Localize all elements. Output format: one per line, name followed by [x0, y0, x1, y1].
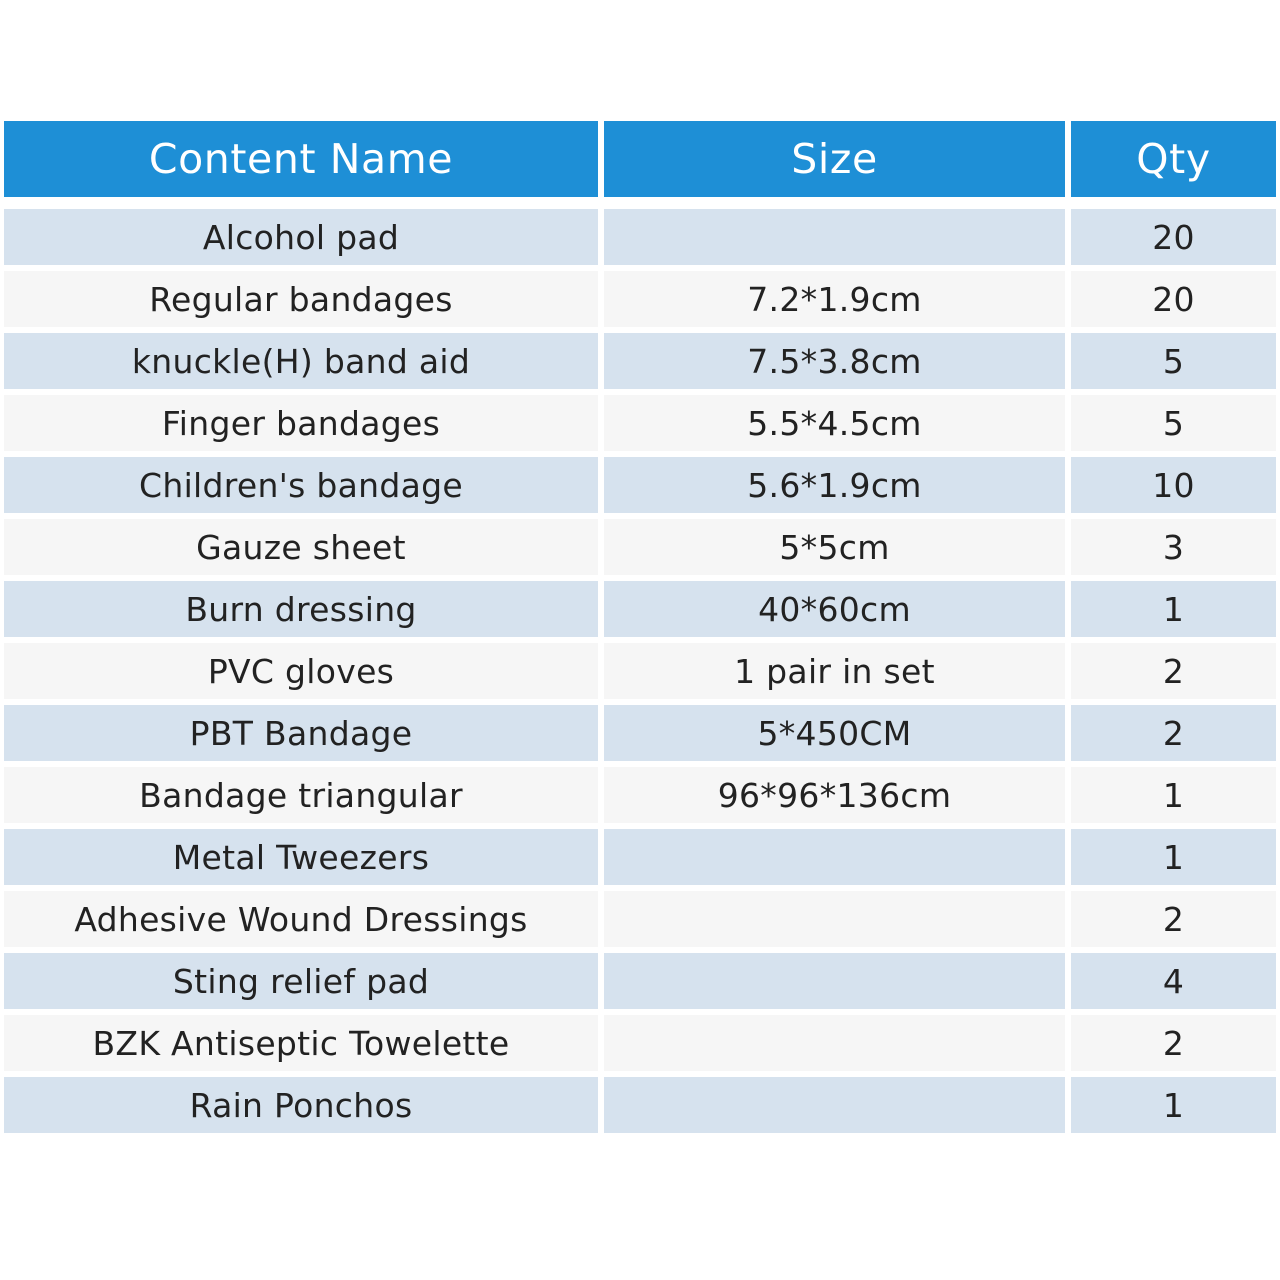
cell-qty: 4: [1071, 953, 1276, 1009]
cell-qty: 1: [1071, 1077, 1276, 1133]
table-row: [4, 209, 1276, 265]
table-row: [4, 891, 1276, 947]
cell-content-name: Gauze sheet: [4, 519, 598, 575]
cell-qty: 5: [1071, 333, 1276, 389]
table-row: [4, 643, 1276, 699]
cell-size: 5.6*1.9cm: [604, 457, 1065, 513]
cell-content-name: BZK Antiseptic Towelette: [4, 1015, 598, 1071]
table-row: [4, 333, 1276, 389]
cell-content-name: PVC gloves: [4, 643, 598, 699]
cell-qty: 2: [1071, 891, 1276, 947]
cell-qty: 1: [1071, 581, 1276, 637]
cell-size: 7.2*1.9cm: [604, 271, 1065, 327]
cell-content-name: PBT Bandage: [4, 705, 598, 761]
table-row: [4, 705, 1276, 761]
cell-size: 5*5cm: [604, 519, 1065, 575]
cell-qty: 2: [1071, 643, 1276, 699]
header-qty: Qty: [1071, 121, 1276, 197]
cell-size: [604, 209, 1065, 265]
table-row: [4, 581, 1276, 637]
cell-qty: 20: [1071, 209, 1276, 265]
cell-size: [604, 1015, 1065, 1071]
header-size: Size: [604, 121, 1065, 197]
cell-qty: 20: [1071, 271, 1276, 327]
table-row: [4, 953, 1276, 1009]
cell-content-name: knuckle(H) band aid: [4, 333, 598, 389]
table-row: [4, 829, 1276, 885]
contents-table: [4, 121, 1276, 1139]
table-row: [4, 395, 1276, 451]
cell-qty: 2: [1071, 1015, 1276, 1071]
cell-content-name: Sting relief pad: [4, 953, 598, 1009]
cell-qty: 1: [1071, 829, 1276, 885]
cell-content-name: Metal Tweezers: [4, 829, 598, 885]
table-row: [4, 1077, 1276, 1133]
cell-size: 40*60cm: [604, 581, 1065, 637]
cell-content-name: Alcohol pad: [4, 209, 598, 265]
table-row: [4, 767, 1276, 823]
cell-qty: 5: [1071, 395, 1276, 451]
cell-size: 7.5*3.8cm: [604, 333, 1065, 389]
cell-qty: 10: [1071, 457, 1276, 513]
header-content-name: Content Name: [4, 121, 598, 197]
cell-qty: 1: [1071, 767, 1276, 823]
cell-size: 1 pair in set: [604, 643, 1065, 699]
table-row: [4, 519, 1276, 575]
table-row: [4, 457, 1276, 513]
cell-content-name: Rain Ponchos: [4, 1077, 598, 1133]
cell-content-name: Finger bandages: [4, 395, 598, 451]
cell-content-name: Burn dressing: [4, 581, 598, 637]
cell-qty: 3: [1071, 519, 1276, 575]
cell-size: [604, 953, 1065, 1009]
table-header-row: [4, 121, 1276, 197]
cell-size: [604, 891, 1065, 947]
cell-content-name: Children's bandage: [4, 457, 598, 513]
cell-content-name: Regular bandages: [4, 271, 598, 327]
table-row: [4, 1015, 1276, 1071]
cell-size: [604, 829, 1065, 885]
cell-size: 5*450CM: [604, 705, 1065, 761]
cell-qty: 2: [1071, 705, 1276, 761]
cell-size: 5.5*4.5cm: [604, 395, 1065, 451]
cell-content-name: Bandage triangular: [4, 767, 598, 823]
cell-size: 96*96*136cm: [604, 767, 1065, 823]
cell-size: [604, 1077, 1065, 1133]
cell-content-name: Adhesive Wound Dressings: [4, 891, 598, 947]
table-row: [4, 271, 1276, 327]
